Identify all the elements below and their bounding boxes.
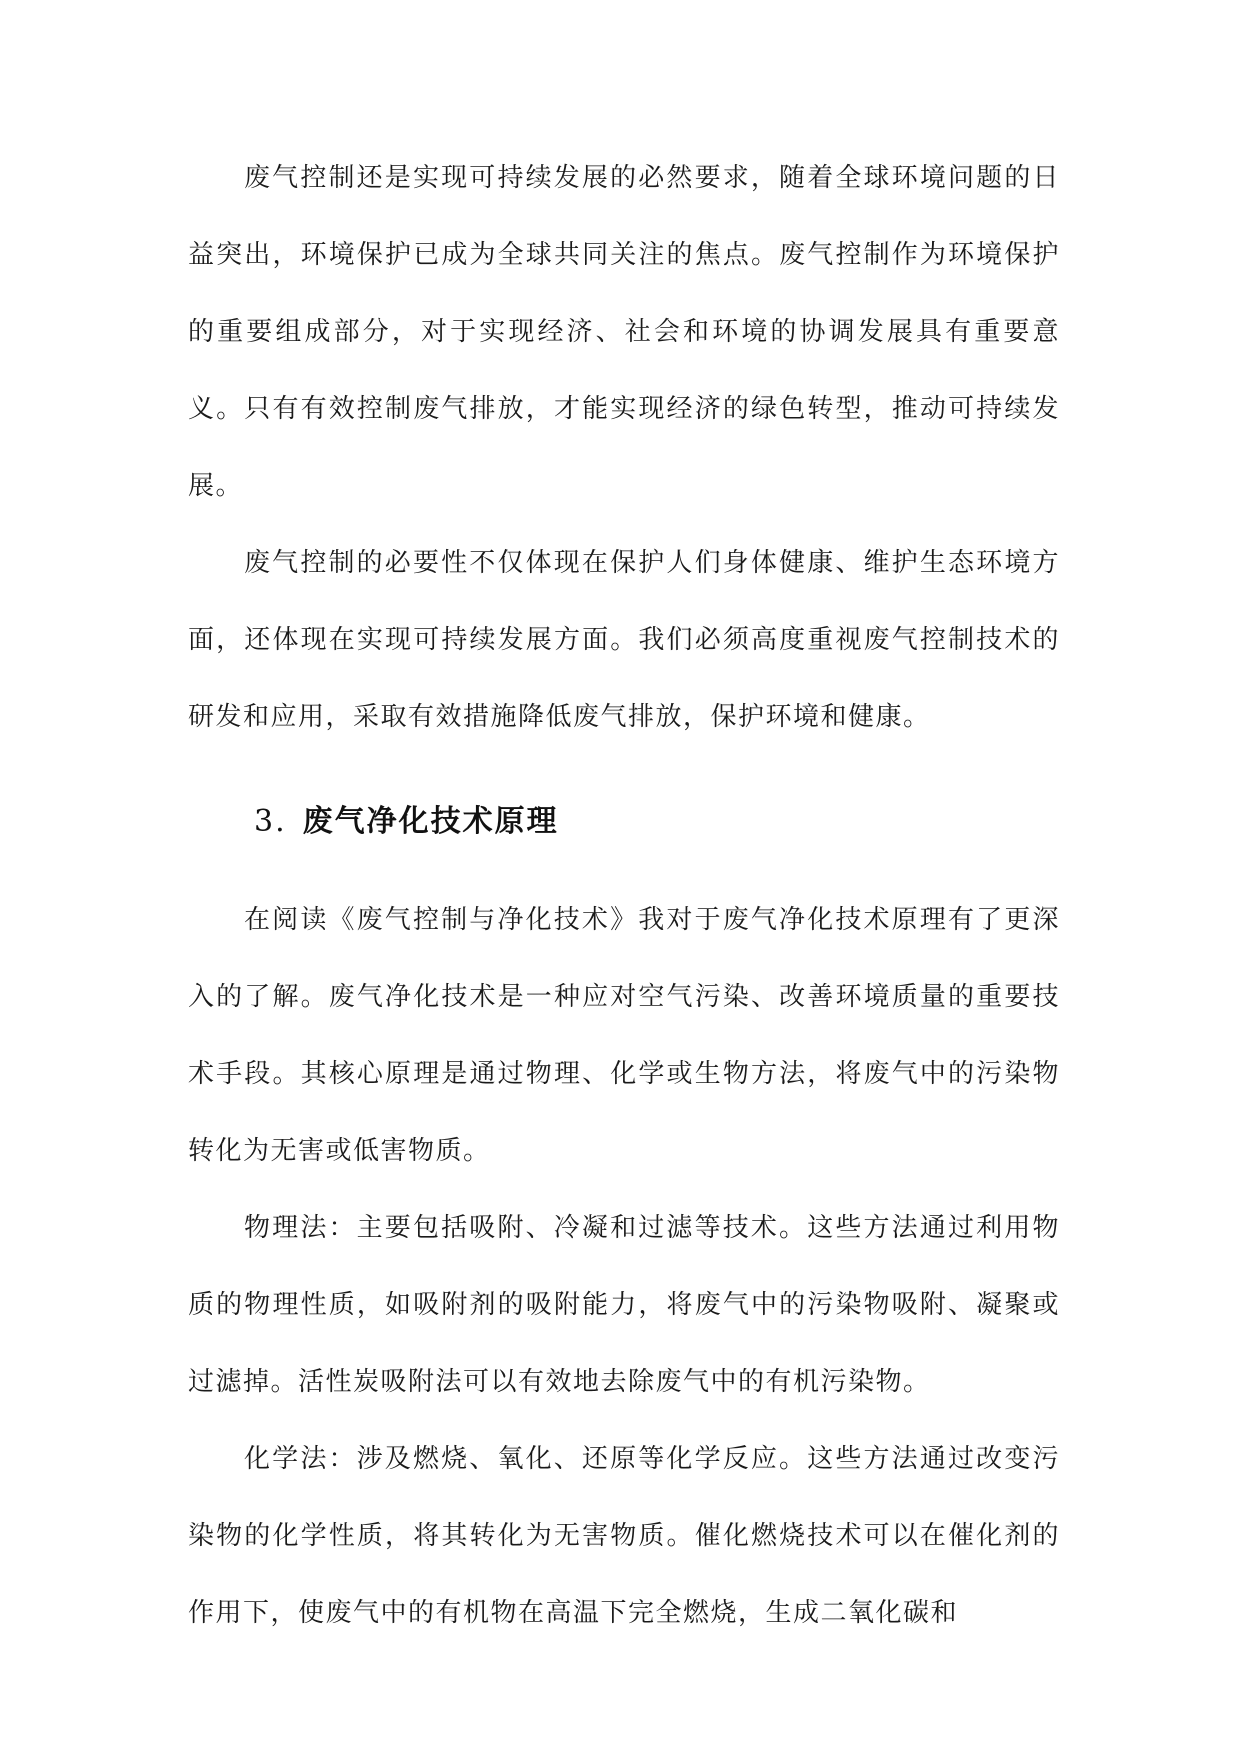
paragraph-chemical-method: 化学法：涉及燃烧、氧化、还原等化学反应。这些方法通过改变污染物的化学性质，将其转化为无害物质。催化燃烧技术可以在催化剂的作用下，使废气中的有机物在高温下完全燃烧，生成二氧化碳和 <box>188 1444 1060 1628</box>
paragraph-principle-overview: 在阅读《废气控制与净化技术》我对于废气净化技术原理有了更深入的了解。废气净化技术是一种应对空气污染、改善环境质量的重要技术手段。其核心原理是通过物理、化学或生物方法，将废气中的污染物转化为无害或低害物质。 <box>188 905 1060 1166</box>
paragraph-sustainable-development: 废气控制还是实现可持续发展的必然要求，随着全球环境问题的日益突出，环境保护已成为全球共同关注的焦点。废气控制作为环境保护的重要组成部分，对于实现经济、社会和环境的协调发展具有重要意义。只有有效控制废气排放，才能实现经济的绿色转型，推动可持续发展。 <box>188 163 1060 501</box>
paragraph-necessity-summary: 废气控制的必要性不仅体现在保护人们身体健康、维护生态环境方面，还体现在实现可持续发展方面。我们必须高度重视废气控制技术的研发和应用，采取有效措施降低废气排放，保护环境和健康。 <box>188 548 1060 732</box>
paragraph-physical-method: 物理法：主要包括吸附、冷凝和过滤等技术。这些方法通过利用物质的物理性质，如吸附剂的吸附能力，将废气中的污染物吸附、凝聚或过滤掉。活性炭吸附法可以有效地去除废气中的有机污染物。 <box>188 1213 1060 1397</box>
section-title: 废气净化技术原理 <box>302 804 559 839</box>
section-number: 3. <box>254 804 287 839</box>
section-heading <box>188 779 1060 865</box>
body-text-column <box>188 140 1060 1652</box>
